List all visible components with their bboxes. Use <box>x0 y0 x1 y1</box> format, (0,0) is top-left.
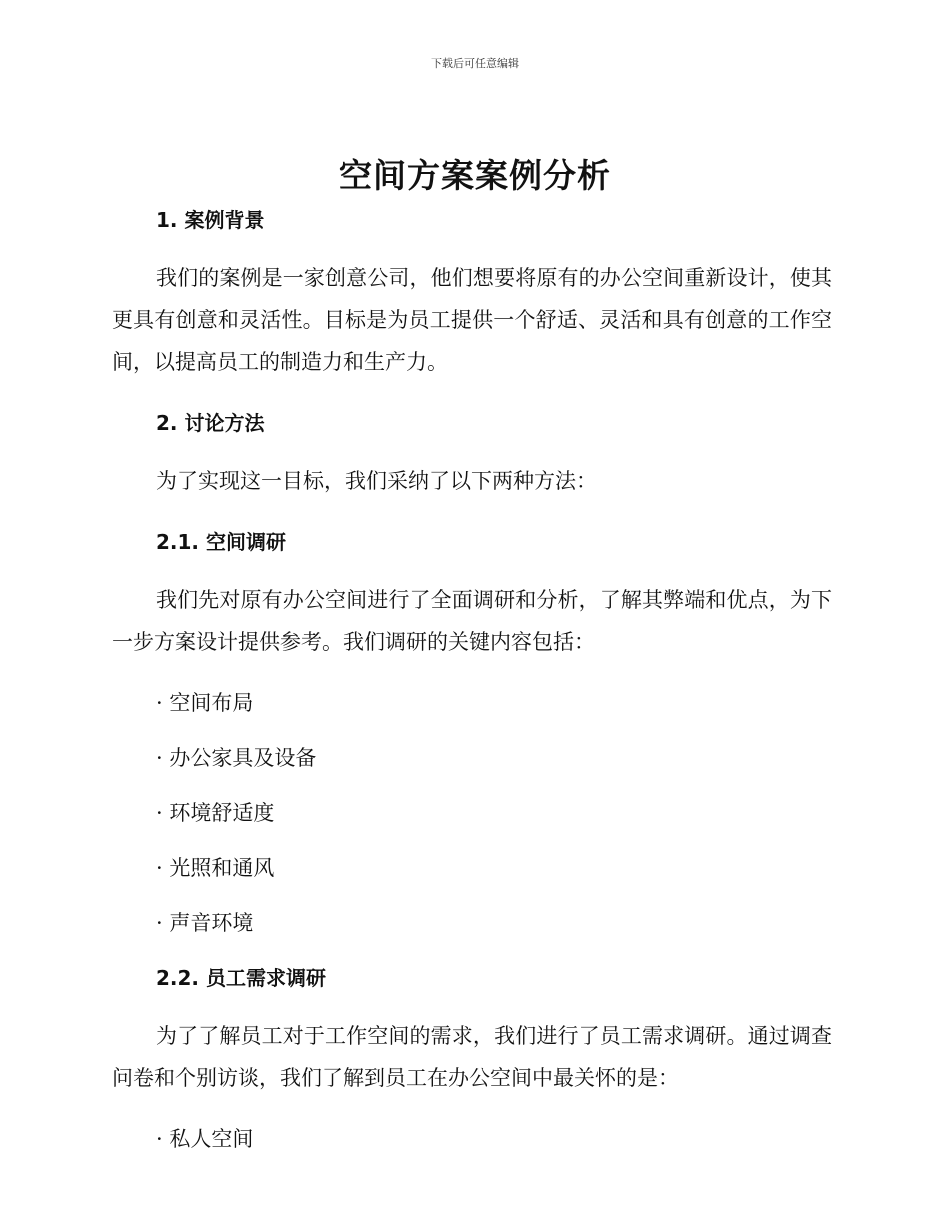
section-heading-2-2: 2.2. 员工需求调研 <box>156 966 326 990</box>
section-heading-2-1: 2.1. 空间调研 <box>156 530 286 554</box>
list-item: · 光照和通风 <box>156 856 275 880</box>
paragraph-method: 为了实现这一目标，我们采纳了以下两种方法： <box>156 469 597 493</box>
paragraph-background: 我们的案例是一家创意公司，他们想要将原有的办公空间重新设计，使其更具有创意和灵活性。目标是为员工提供一个舒适、灵活和具有创意的工作空间，以提高员工的制造力和生产力。 <box>112 266 832 374</box>
list-item: · 环境舒适度 <box>156 801 275 825</box>
section-heading-1: 1. 案例背景 <box>156 208 265 232</box>
header-note: 下载后可任意编辑 <box>431 57 519 70</box>
paragraph-space-research: 我们先对原有办公空间进行了全面调研和分析，了解其弊端和优点，为下一步方案设计提供参考。我们调研的关键内容包括： <box>112 588 832 654</box>
list-item: · 声音环境 <box>156 911 254 935</box>
page-title: 空间方案案例分析 <box>339 156 611 195</box>
list-item: · 私人空间 <box>156 1127 254 1151</box>
section-heading-2: 2. 讨论方法 <box>156 411 265 435</box>
paragraph-employee-research: 为了了解员工对于工作空间的需求，我们进行了员工需求调研。通过调查问卷和个别访谈，我们了解到员工在办公空间中最关怀的是： <box>112 1024 832 1090</box>
list-item: · 空间布局 <box>156 691 254 715</box>
document-body <box>112 205 832 1154</box>
list-item: · 办公家具及设备 <box>156 746 317 770</box>
